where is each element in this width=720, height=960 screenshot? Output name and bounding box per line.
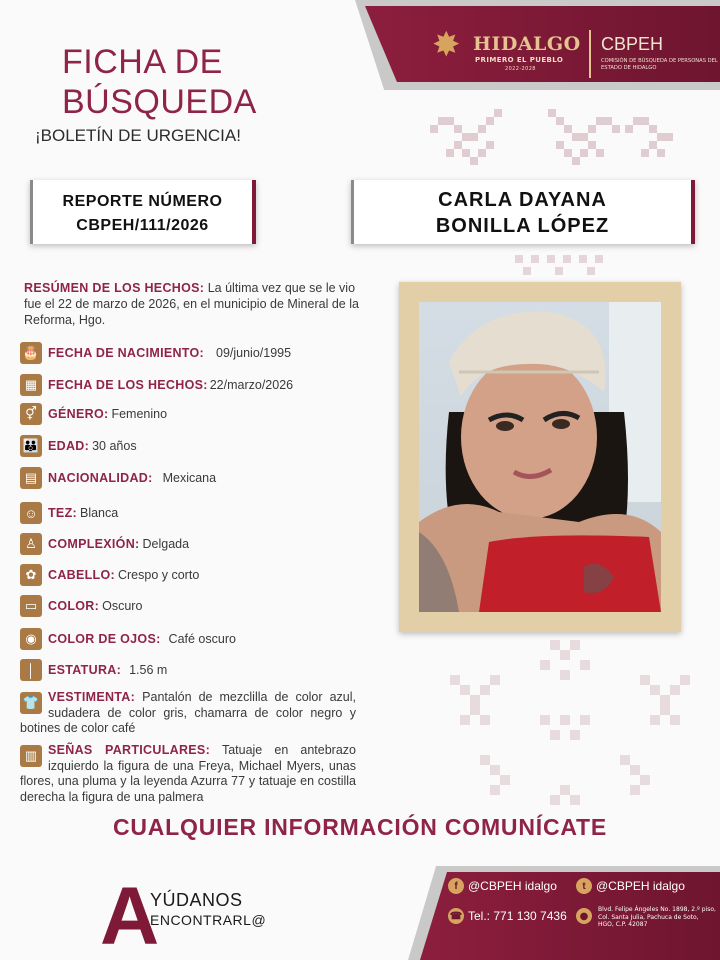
header-banner bbox=[355, 0, 720, 90]
field-age bbox=[20, 435, 137, 457]
field-nationality bbox=[20, 467, 216, 489]
person-last-names: BONILLA LÓPEZ bbox=[435, 215, 610, 237]
hair-value: Crespo y corto bbox=[117, 568, 200, 582]
id-card-icon: ▤ bbox=[20, 467, 42, 489]
title-line-1: FICHA DE bbox=[62, 43, 223, 81]
person-name-box bbox=[351, 180, 695, 244]
gender-label: GÉNERO: bbox=[48, 407, 109, 421]
field-gender bbox=[20, 403, 167, 425]
field-event-date bbox=[20, 374, 293, 396]
location-pin-icon: ● bbox=[576, 908, 592, 924]
hidalgo-star-icon: ✸ bbox=[432, 25, 461, 65]
summary-paragraph bbox=[24, 280, 364, 328]
field-build bbox=[20, 533, 189, 555]
age-icon: 👪 bbox=[20, 435, 42, 457]
color-icon: ▭ bbox=[20, 595, 42, 617]
logo-tagline: PRIMERO EL PUEBLO bbox=[475, 56, 564, 64]
logo-years: 2022-2028 bbox=[505, 66, 536, 72]
call-to-action: CUALQUIER INFORMACIÓN COMUNÍCATE bbox=[112, 814, 608, 840]
agency-acronym: CBPEH bbox=[601, 34, 664, 54]
color-value: Oscuro bbox=[102, 599, 143, 613]
cross-pattern-icon bbox=[505, 245, 615, 285]
birthdate-label: FECHA DE NACIMIENTO: bbox=[48, 346, 204, 360]
age-label: EDAD: bbox=[48, 439, 90, 453]
contact-banner bbox=[408, 866, 720, 960]
person-first-names: CARLA DAYANA bbox=[438, 189, 607, 211]
summary-text: La última vez que se le vio fue el 22 de marzo de 2026, en el municipio de Mineral de la Reforma, Hgo. bbox=[24, 281, 359, 327]
nationality-value: Mexicana bbox=[162, 471, 217, 485]
build-label: COMPLEXIÓN: bbox=[48, 537, 140, 551]
campaign-logo-initial: A bbox=[100, 871, 160, 960]
marks-icon: ▥ bbox=[20, 745, 42, 767]
eye-icon: ◉ bbox=[20, 628, 42, 650]
page-subtitle: ¡BOLETÍN DE URGENCIA! bbox=[35, 126, 241, 145]
marks-label: SEÑAS PARTICULARES: bbox=[48, 743, 211, 757]
skin-label: TEZ: bbox=[48, 506, 77, 520]
page-title bbox=[62, 42, 257, 122]
field-marks bbox=[20, 743, 356, 805]
field-clothing bbox=[20, 690, 356, 737]
phone-contact[interactable] bbox=[448, 908, 567, 924]
field-color bbox=[20, 595, 142, 617]
agency-full-name: COMISIÓN DE BÚSQUEDA DE PERSONAS DEL ESTADO DE HIDALGO bbox=[601, 58, 718, 71]
logo-name: HIDALGO bbox=[473, 33, 581, 55]
height-label: ESTATURA: bbox=[48, 663, 122, 677]
body-icon: ♙ bbox=[20, 533, 42, 555]
title-line-2: BÚSQUEDA bbox=[62, 83, 257, 121]
event-date-value: 22/marzo/2026 bbox=[209, 378, 294, 392]
calendar-icon: ▦ bbox=[20, 374, 42, 396]
phone-number: Tel.: 771 130 7436 bbox=[468, 909, 567, 923]
phone-icon: ☎ bbox=[448, 908, 464, 924]
summary-label: RESÚMEN DE LOS HECHOS: bbox=[24, 281, 205, 295]
field-eye-color bbox=[20, 628, 236, 650]
field-birthdate bbox=[20, 342, 291, 364]
address: Blvd. Felipe Ángeles No. 1898, 2.º piso, Col. Santa Julia, Pachuca de Soto, HGO, C.P. 42087 bbox=[598, 906, 716, 928]
color-label: COLOR: bbox=[48, 599, 100, 613]
field-height bbox=[20, 659, 167, 681]
gender-icon: ⚥ bbox=[20, 403, 42, 425]
field-skin bbox=[20, 502, 118, 524]
field-hair bbox=[20, 564, 199, 586]
facebook-handle: @CBPEH idalgo bbox=[468, 879, 557, 893]
embroidery-pattern-icon bbox=[430, 635, 710, 815]
gender-value: Femenino bbox=[111, 407, 168, 421]
clothing-label: VESTIMENTA: bbox=[48, 690, 136, 704]
build-value: Delgada bbox=[142, 537, 190, 551]
hair-label: CABELLO: bbox=[48, 568, 115, 582]
height-value: 1.56 m bbox=[129, 663, 168, 677]
bird-pattern-icon bbox=[615, 95, 715, 185]
nationality-label: NACIONALIDAD: bbox=[48, 471, 153, 485]
ruler-icon: │ bbox=[20, 659, 42, 681]
campaign-logo-line-2: ENCONTRARL@ bbox=[150, 912, 267, 928]
twitter-icon: t bbox=[576, 878, 592, 894]
hair-icon: ✿ bbox=[20, 564, 42, 586]
twitter-handle: @CBPEH idalgo bbox=[596, 879, 685, 893]
birthday-cake-icon: 🎂 bbox=[20, 342, 42, 364]
report-label: REPORTE NÚMERO bbox=[62, 193, 223, 210]
facebook-icon: f bbox=[448, 878, 464, 894]
bird-pattern-icon bbox=[420, 95, 520, 185]
report-number: CBPEH/111/2026 bbox=[76, 217, 209, 234]
photo-frame bbox=[399, 282, 681, 632]
shirt-icon: 👕 bbox=[20, 692, 42, 714]
twitter-contact[interactable] bbox=[576, 878, 685, 894]
campaign-logo-line-1: YÚDANOS bbox=[150, 890, 243, 910]
report-number-box bbox=[30, 180, 256, 244]
skin-value: Blanca bbox=[79, 506, 119, 520]
event-date-label: FECHA DE LOS HECHOS: bbox=[48, 378, 208, 392]
logo-divider bbox=[589, 30, 591, 78]
person-photo bbox=[419, 302, 661, 612]
clothing-value: Pantalón de mezclilla de color azul, sudadera de color gris, chamarra de color negro y botines de color café bbox=[20, 690, 356, 735]
age-value: 30 años bbox=[92, 439, 137, 453]
face-profile-icon: ☺ bbox=[20, 502, 42, 524]
eye-color-value: Café oscuro bbox=[168, 632, 236, 646]
facebook-contact[interactable] bbox=[448, 878, 557, 894]
eye-color-label: COLOR DE OJOS: bbox=[48, 632, 161, 646]
birthdate-value: 09/junio/1995 bbox=[216, 346, 292, 360]
marks-value: Tatuaje en antebrazo izquierdo la figura de una Freya, Michael Myers, unas flores, una pluma y la leyenda Azurra 77 y tatuaje en costilla derecha la figura de una palmera bbox=[20, 743, 356, 804]
